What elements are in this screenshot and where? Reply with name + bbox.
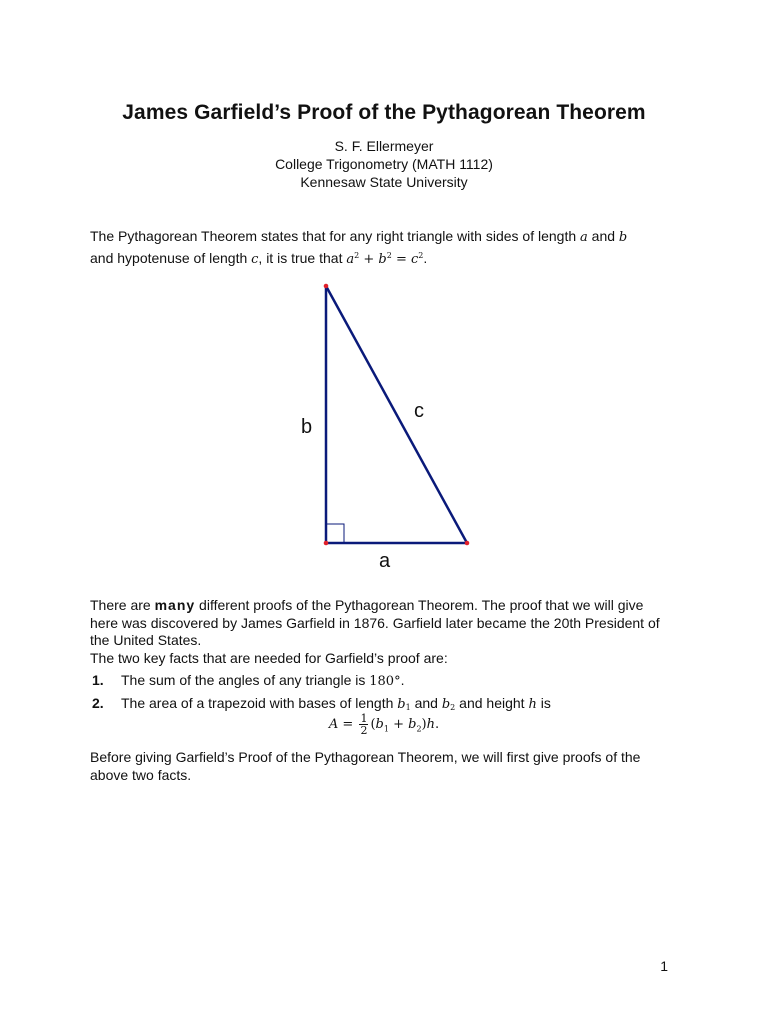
formula-b: b <box>408 717 417 732</box>
fact-text: is <box>536 695 551 711</box>
var-b2 <box>442 697 455 712</box>
var-c: c <box>251 251 259 267</box>
var-b: b <box>441 697 451 712</box>
many-proofs-text <box>90 597 675 650</box>
formula-h: h <box>426 717 435 732</box>
list-item <box>92 671 692 694</box>
pythagorean-equation <box>346 252 423 267</box>
body-text: There are <box>90 597 155 613</box>
eq-exponent: 2 <box>354 250 360 260</box>
author-name: S. F. Ellermeyer <box>334 138 434 154</box>
angle-sum-value: 180° <box>369 674 401 689</box>
label-c: c <box>414 400 424 422</box>
vertex-right-angle <box>324 541 329 546</box>
body-text: different proofs of the Pythagorean Theorem. The proof that we will give here was discovered by James Garfield in 1876. Garfield later became the 20th President of the United States. <box>90 597 660 648</box>
paren-open: ( <box>370 717 376 732</box>
fact-text: . <box>400 672 405 688</box>
fact-text: The area of a trapezoid with bases of length <box>121 695 398 711</box>
var-h: h <box>528 697 537 712</box>
right-angle-marker <box>326 524 344 543</box>
eq-b: b <box>378 251 387 267</box>
right-triangle-diagram <box>290 275 490 575</box>
list-number: 1. <box>92 672 104 688</box>
eq-a: a <box>346 251 355 267</box>
eq-c: c <box>410 251 419 267</box>
intro-text: and <box>587 228 619 244</box>
var-b1 <box>397 697 410 712</box>
list-item-text <box>121 671 404 691</box>
key-facts-intro: The two key facts that are needed for Garfield’s proof are: <box>90 649 448 666</box>
vertex-bottom-right <box>465 541 470 546</box>
list-number: 2. <box>92 695 104 711</box>
fact-text: and <box>410 695 442 711</box>
label-a: a <box>379 550 391 572</box>
var-b: b <box>397 697 406 712</box>
intro-line-1 <box>90 228 680 247</box>
fraction-numerator: 1 <box>360 712 368 725</box>
page-number: 1 <box>660 958 668 974</box>
eq-exponent: 2 <box>418 250 424 260</box>
label-b: b <box>301 416 313 438</box>
formula-equals: = <box>338 717 358 732</box>
one-half-fraction <box>359 713 368 736</box>
fact-text: The sum of the angles of any triangle is <box>121 672 370 688</box>
intro-text: . <box>423 249 428 266</box>
fraction-denominator: 2 <box>360 724 368 737</box>
subscript: 2 <box>450 703 456 712</box>
key-facts-list <box>92 671 692 717</box>
intro-line-2 <box>90 247 680 269</box>
subscript: 1 <box>383 724 389 734</box>
intro-text: The Pythagorean Theorem states that for any right triangle with sides of length <box>90 228 581 244</box>
eq-exponent: 2 <box>386 250 392 260</box>
hypotenuse-c-line <box>326 286 467 543</box>
formula-end: . <box>434 717 440 732</box>
closing-paragraph: Before giving Garfield’s Proof of the Pythagorean Theorem, we will first give proofs of the above two facts. <box>90 749 641 783</box>
eq-plus: + <box>359 251 379 267</box>
vertex-top <box>324 284 329 289</box>
page-title: James Garfield’s Proof of the Pythagorean Theorem <box>122 101 646 124</box>
trapezoid-area-formula <box>0 713 768 736</box>
eq-equals: = <box>391 251 411 267</box>
intro-text: , it is true that <box>258 249 347 266</box>
subscript: 2 <box>416 724 422 734</box>
emphasis-many: many <box>154 597 196 613</box>
institution-name: Kennesaw State University <box>300 174 468 190</box>
course-name: College Trigonometry (MATH 1112) <box>275 156 493 172</box>
var-a: a <box>580 230 588 245</box>
formula-b: b <box>375 717 384 732</box>
fact-text: and height <box>455 695 529 711</box>
intro-text: and hypotenuse of length <box>90 249 252 266</box>
author-block <box>0 137 768 191</box>
subscript: 1 <box>405 703 411 712</box>
intro-paragraph <box>90 228 680 268</box>
triangle-figure <box>290 275 490 575</box>
var-b: b <box>618 230 628 245</box>
formula-a: A <box>328 717 339 732</box>
paren-close: ) <box>421 717 427 732</box>
body-paragraph <box>90 597 675 667</box>
formula-plus: + <box>388 717 409 732</box>
